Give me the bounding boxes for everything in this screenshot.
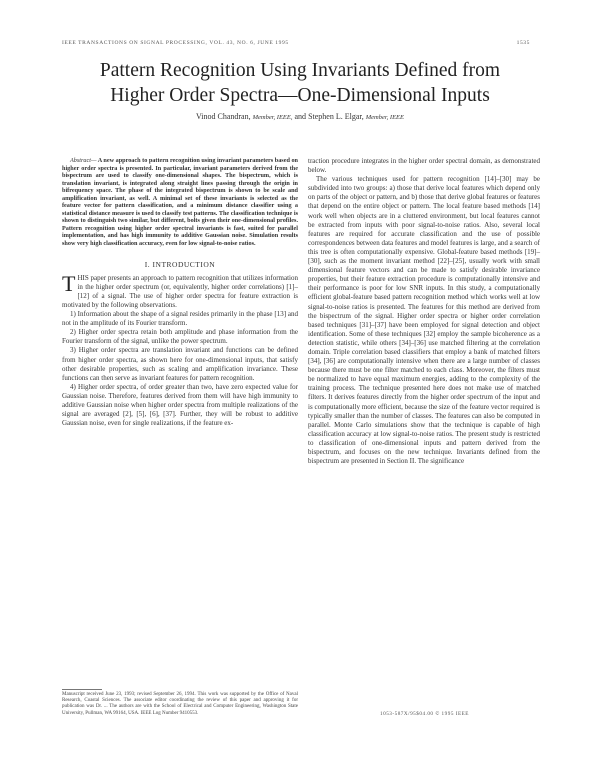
drop-cap: T <box>62 270 76 296</box>
intro-item-3: 3) Higher order spectra are translation invariant and functions can be defined from higher order spectra, as shown here for one-dimensional inputs, that satisfy other desirable properties, such as scaling and amplification invariance. These functions can then serve as invariant features for pattern recognition. <box>62 346 298 382</box>
author-2-affiliation: Member, IEEE <box>365 114 404 121</box>
author-list <box>40 112 560 121</box>
page-number: 1535 <box>516 40 530 46</box>
intro-paragraph-1 <box>62 270 298 310</box>
running-header <box>62 40 530 50</box>
footnote: Manuscript received June 23, 1993; revised September 26, 1994. This work was supported by the Office of Naval Research, Coastal Sciences. The associate editor coordinating the review of this paper and approving it for publication was Dr. ... The authors are with the School of Electrical and Computer Engineering, Washington State University, Pullman, WA 99164, USA. IEEE Log Number 9410553. <box>62 692 298 716</box>
section-heading-introduction: I. INTRODUCTION <box>144 259 216 269</box>
author-conjunction: and <box>294 112 307 121</box>
intro-item-4: 4) Higher order spectra, of order greater than two, have zero expected value for Gaussian noise. Therefore, features derived from them will have high immunity to additive Gaussian noise when higher order spectra from multiple realizations of the signal are averaged [2], [5], [6], [37]. Further, they will be robust to additive Gaussian noise, even for single realizations, if the feature ex- <box>62 382 298 428</box>
right-column <box>308 157 540 466</box>
abstract-text: A new approach to pattern recognition using invariant parameters based on higher order spectra is presented. In particular, invariant parameters derived from the bispectrum are used to classify one-dimensional shapes. The bispectrum, which is translation invariant, is integrated along straight lines passing through the origin in bifrequency space. The phase of the integrated bispectrum is shown to be scale and amplification invariant, as well. A minimal set of these invariants is selected as the feature vector for pattern classification, and a minimum distance classifier using a statistical distance measure is used to classify test patterns. The classification technique is shown to distinguish two similar, but different, bolts given their one-dimensional profiles. Pattern recognition using higher order spectral invariants is fast, suited for parallel implementation, and has high immunity to additive Gaussian noise. Simulation results show very high classification accuracy, even for low signal-to-noise ratios. <box>62 157 298 248</box>
author-1-affiliation: Member, IEEE, <box>252 114 293 121</box>
intro-item-2: 2) Higher order spectra retain both amplitude and phase information from the Fourier transform of the signal, unlike the power spectrum. <box>62 328 298 346</box>
title-line-2: Higher Order Spectra—One-Dimensional Inputs <box>110 85 490 106</box>
right-paragraph-1: traction procedure integrates in the higher order spectral domain, as demonstrated below. <box>308 157 540 175</box>
journal-name: IEEE TRANSACTIONS ON SIGNAL PROCESSING, VOL. 43, NO. 6, JUNE 1995 <box>62 40 289 46</box>
paper-title <box>40 58 560 108</box>
left-column <box>62 157 298 428</box>
abstract <box>62 157 298 248</box>
title-line-1: Pattern Recognition Using Invariants Defined from <box>99 60 501 81</box>
author-1: Vinod Chandran, <box>195 112 251 121</box>
intro-item-1: 1) Information about the shape of a signal resides primarily in the phase [13] and not in the amplitude of its Fourier transform. <box>62 310 298 328</box>
abstract-label: Abstract— <box>70 157 97 164</box>
copyright-footer: 1053-587X/95$04.00 © 1995 IEEE <box>380 711 469 717</box>
author-2: Stephen L. Elgar, <box>308 112 364 121</box>
intro-paragraph-1-text: HIS paper presents an approach to pattern recognition that utilizes information in the higher order spectrum (or, equivalently, higher order correlations) [1]–[12] of a signal. The use of higher order spectra for feature extraction is motivated by the following observations. <box>62 273 298 309</box>
footnote-divider <box>62 689 102 690</box>
right-paragraph-2: The various techniques used for pattern recognition [14]–[30] may be subdivided into two groups: a) those that derive local features which depend only on parts of the object or pattern, and b) those that derive global features or features that depend on the entire object or pattern. The local feature based methods [14] work well when objects are in a cluttered environment, but local features cannot be extracted from inputs with poor signal-to-noise ratios. Also, several local features are required for accurate classification and the use of possible correspondences between data features and model features is large, and a search of this tree is often computationally expensive. Global-feature based methods [19]–[30], such as the moment invariant method [22]–[25], usually work with small dimensional feature vectors and can be made to satisfy desirable invariance properties, but their feature extraction procedure is computationally intensive and their performance is poor for low SNR inputs. In this study, a computationally efficient global-feature based pattern recognition method which works well at low signal-to-noise ratios is presented. The features for this method are derived from the bispectrum of the signal. Higher order spectra or higher order correlation based techniques [31]–[37] have been employed for signal detection and object identification. Some of these techniques [32] employ the sample bicoherence as a detection statistic, while others [34]–[36] use matched filtering at the correlation domain. Triple correlation based classifiers that employ a bank of matched filters [34], [36] are computationally intensive when there are a large number of classes because there must be one filter matched to each class. Moreover, the filters must be normalized to have equal maximum energies, adding to the complexity of the training process. The technique presented here does not make use of matched filters. It derives features directly from the higher order spectrum of the input and is computationally more efficient, because the size of the feature vector required is typically smaller than the number of classes. The features can also be computed in parallel. Monte Carlo simulations show that the technique is capable of high classification accuracy at low signal-to-noise ratios. The present study is restricted to classification of one-dimensional inputs and pattern derived from the bispectrum, and focuses on the new technique. Invariants defined from the bispectrum are presented in Section II. The significance <box>308 175 540 466</box>
